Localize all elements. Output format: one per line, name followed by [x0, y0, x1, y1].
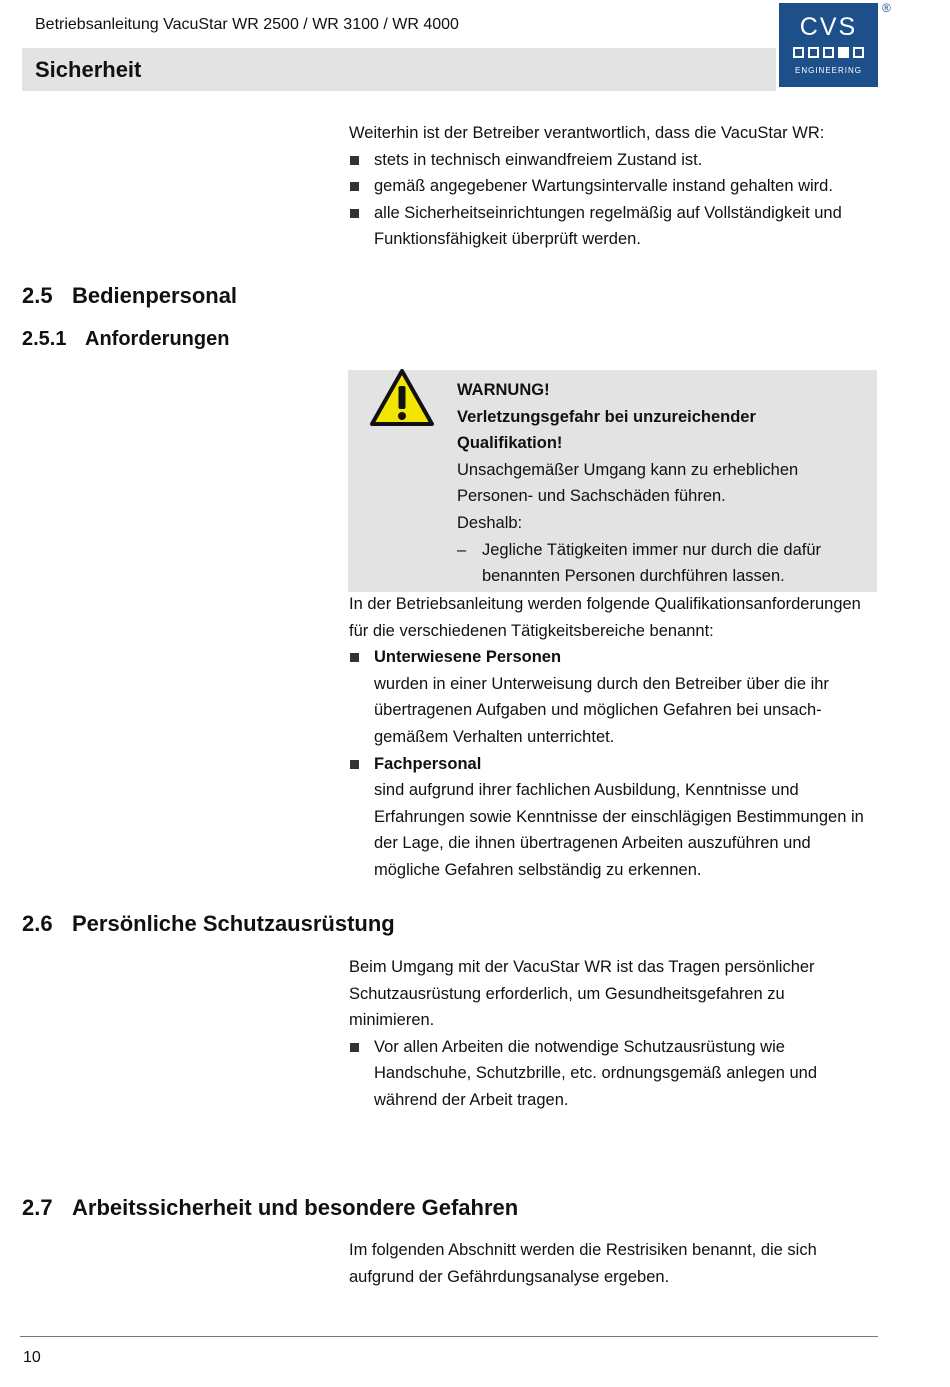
warning-action-text: Jegliche Tätigkeiten immer nur durch die dafür benannten Personen durchführen lassen. [482, 540, 822, 586]
section-title: Sicherheit [35, 57, 142, 82]
qualification-block [349, 591, 869, 884]
heading-title: Bedienpersonal [72, 283, 238, 308]
document-title: Betriebsanleitung VacuStar WR 2500 / WR 3100 / WR 4000 [35, 16, 459, 33]
footer-divider [20, 1336, 878, 1337]
square-bullet-icon [350, 653, 359, 662]
warning-triangle-icon [369, 368, 435, 428]
heading-title: Arbeitssicherheit und besondere Gefahren [72, 1195, 519, 1220]
ppe-lead: Beim Umgang mit der VacuStar WR ist das Tragen persönlicher Schutzausrüstung erforderlich, um Gesundheitsgefahren zu minimieren. [349, 958, 815, 1030]
list-item-text: Vor allen Arbeiten die notwendige Schutzausrüstung wie Handschuhe, Schutzbrille, etc. ordnungsgemäß anlegen und während der Arbeit tragen. [374, 1037, 818, 1109]
list-item [349, 751, 869, 884]
heading-number: 2.6 [22, 911, 53, 936]
ppe-list [349, 1034, 864, 1114]
hazards-lead: Im folgenden Abschnitt werden die Restrisiken benannt, die sich aufgrund der Gefährdungsanalyse ergeben. [349, 1241, 817, 1286]
registered-mark: ® [882, 1, 891, 15]
heading-2-5 [22, 283, 237, 309]
intro-block [349, 120, 879, 253]
warning-body: Unsachgemäßer Umgang kann zu erheblichen Personen- und Sachschäden führen. [457, 460, 799, 506]
qualification-title: Fachpersonal [374, 754, 482, 773]
qualification-text: sind aufgrund ihrer fachlichen Ausbildung, Kenntnisse und Erfahrungen sowie Kenntnisse der einschlägigen Bestimmungen in der Lage, die ihnen übertragenen Arbeiten auszuführen und mögliche Gefahren selbständig zu erkennen. [374, 781, 864, 879]
heading-number: 2.5.1 [22, 328, 67, 350]
intro-lead: Weiterhin ist der Betreiber verantwortlich, dass die VacuStar WR: [349, 124, 825, 142]
qualification-lead: In der Betriebsanleitung werden folgende Qualifikationsanforderungen für die verschiedenen Tätigkeitsbereiche benannt: [349, 595, 861, 640]
list-item-text: gemäß angegebener Wartungsintervalle instand gehalten wird. [374, 177, 833, 196]
heading-2-6 [22, 911, 395, 937]
heading-2-7 [22, 1195, 518, 1221]
dash-bullet: – [457, 540, 467, 559]
heading-number: 2.7 [22, 1195, 53, 1220]
warning-text [457, 377, 867, 590]
ppe-block [349, 954, 864, 1114]
warning-headline: Verletzungsgefahr bei unzureichender Qualifikation! [457, 407, 756, 453]
square-bullet-icon [350, 209, 359, 218]
square-bullet-icon [350, 182, 359, 191]
list-item [349, 1034, 864, 1114]
company-logo [779, 3, 878, 87]
warning-action [457, 537, 862, 590]
list-item-text: alle Sicherheitseinrichtungen regelmäßig auf Vollständigkeit und Funktionsfähigkeit überprüft werden. [374, 203, 842, 249]
square-bullet-icon [350, 156, 359, 165]
section-header-bar [22, 48, 776, 91]
heading-title: Persönliche Schutzausrüstung [72, 911, 395, 936]
heading-title: Anforderungen [85, 328, 230, 350]
square-bullet-icon [350, 760, 359, 769]
list-item [349, 200, 879, 253]
list-item [349, 173, 879, 200]
intro-list [349, 147, 879, 253]
logo-subtitle: ENGINEERING [794, 66, 862, 75]
square-bullet-icon [350, 1043, 359, 1052]
list-item [349, 644, 869, 750]
heading-2-5-1 [22, 328, 229, 351]
list-item-text: stets in technisch einwandfreiem Zustand ist. [374, 150, 703, 169]
qualification-list [349, 644, 869, 883]
heading-number: 2.5 [22, 283, 53, 308]
warning-therefore: Deshalb: [457, 513, 523, 532]
qualification-text: wurden in einer Unterweisung durch den Betreiber über die ihr übertragenen Aufgaben und möglichen Gefahren bei unsachgemäßem Verhalten unterrichtet. [374, 674, 829, 746]
list-item [349, 147, 879, 174]
qualification-title: Unterwiesene Personen [374, 648, 562, 667]
warning-signal-word: WARNUNG! [457, 381, 550, 399]
page-number: 10 [23, 1349, 41, 1366]
logo-wordmark: CVS [799, 13, 858, 41]
logo-squares-icon [793, 47, 864, 58]
